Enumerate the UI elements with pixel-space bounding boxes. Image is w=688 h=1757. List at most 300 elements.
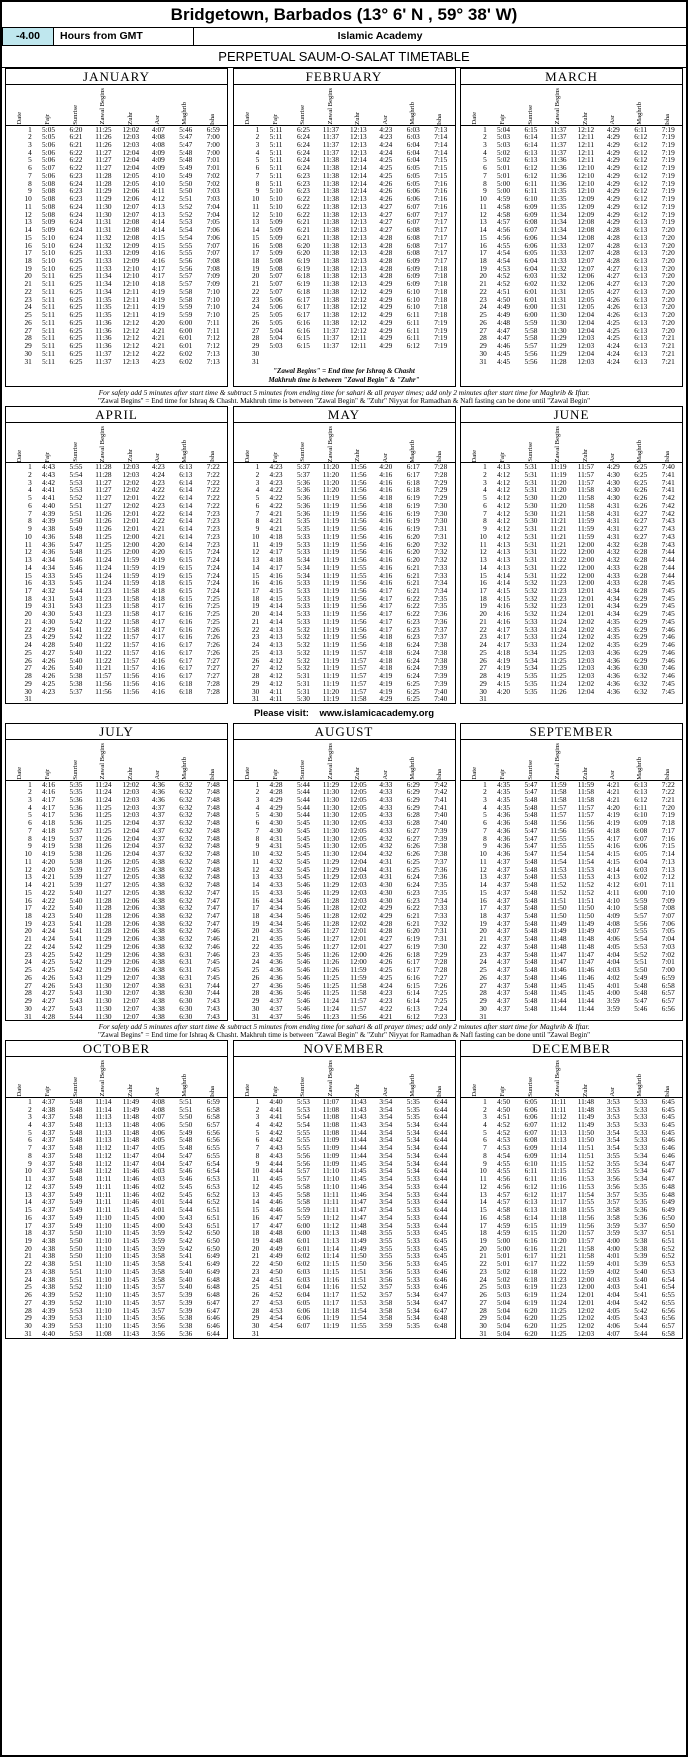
cell-date: 2 (483, 1104, 487, 1114)
gmt-row (2, 28, 686, 45)
cell-sunrise: 5:38 (69, 841, 83, 851)
cell-sunrise: 6:06 (524, 1104, 538, 1114)
cell-maghrib: 5:36 (634, 1212, 648, 1222)
cell-zuhr: 11:57 (350, 678, 367, 688)
cell-asr: 4:10 (151, 178, 165, 188)
cell-fajr: 5:05 (269, 317, 283, 327)
cell-sunrise: 5:48 (69, 1127, 83, 1137)
cell-maghrib: 6:13 (634, 255, 648, 265)
cell-date: 21 (251, 1251, 260, 1261)
cell-sunrise: 5:36 (69, 802, 83, 812)
cell-isha: 6:44 (434, 1174, 448, 1184)
table-row (234, 1136, 455, 1144)
cell-fajr: 4:36 (269, 965, 283, 975)
cell-isha: 6:50 (661, 1212, 675, 1222)
cell-isha: 6:48 (206, 1274, 220, 1284)
cell-isha: 6:45 (661, 1096, 675, 1106)
cell-isha: 7:19 (661, 163, 675, 173)
cell-date: 7 (255, 825, 260, 835)
table-row (6, 1237, 227, 1245)
cell-zuhr: 12:07 (577, 255, 595, 265)
table-row (461, 180, 682, 188)
cell-zuhr: 11:49 (577, 1120, 595, 1129)
cell-zuhr: 11:56 (350, 508, 367, 518)
cell-isha: 6:48 (661, 1189, 675, 1199)
cell-maghrib: 5:49 (179, 170, 193, 180)
cell-asr: 4:16 (151, 655, 165, 665)
cell-zuhr: 12:03 (350, 887, 367, 897)
cell-asr: 4:29 (379, 310, 393, 320)
cell-zuhr: 12:14 (350, 178, 367, 188)
cell-sunrise: 6:11 (524, 178, 538, 188)
cell-zawal-begins: 11:25 (95, 825, 112, 835)
cell-zuhr: 12:03 (122, 810, 140, 820)
cell-zuhr: 11:59 (577, 1266, 595, 1276)
cell-zuhr: 12:14 (350, 155, 367, 165)
cell-zuhr: 11:48 (122, 1120, 140, 1129)
column-header-isha (427, 1057, 455, 1097)
cell-zawal-begins: 11:23 (95, 593, 112, 603)
cell-sunrise: 6:24 (69, 209, 83, 219)
cell-asr: 4:16 (379, 485, 393, 495)
cell-date: 17 (24, 903, 32, 913)
cell-date: 25 (251, 310, 260, 320)
cell-asr: 4:11 (606, 887, 620, 897)
cell-zuhr: 12:05 (350, 802, 367, 812)
cell-fajr: 4:16 (497, 609, 510, 619)
cell-zawal-begins: 11:10 (95, 1243, 112, 1253)
cell-zuhr: 11:47 (350, 1205, 367, 1215)
cell-zuhr: 12:03 (577, 671, 595, 681)
cell-asr: 4:19 (151, 555, 165, 565)
column-header-zawal-begins (317, 1057, 344, 1097)
table-row (234, 649, 455, 657)
table-row (461, 610, 682, 618)
table-row (234, 842, 455, 850)
cell-sunrise: 5:57 (296, 1166, 310, 1176)
cell-zawal-begins: 11:18 (550, 1212, 567, 1222)
cell-zawal-begins: 11:14 (322, 1251, 340, 1261)
cell-asr: 4:14 (606, 864, 620, 874)
cell-date: 20 (251, 1243, 260, 1253)
cell-date: 23 (251, 1266, 260, 1276)
cell-isha: 6:57 (206, 1120, 220, 1129)
cell-zawal-begins: 11:50 (550, 911, 567, 921)
cell-maghrib: 6:17 (406, 957, 420, 967)
cell-maghrib: 6:09 (406, 279, 420, 289)
cell-maghrib: 6:13 (179, 470, 193, 479)
cell-isha: 6:44 (434, 1212, 448, 1222)
cell-maghrib: 6:20 (406, 926, 420, 936)
cell-asr: 4:18 (379, 663, 393, 673)
cell-sunrise: 5:42 (69, 949, 83, 959)
cell-date: 12 (251, 209, 260, 219)
cell-isha: 7:25 (206, 616, 220, 626)
cell-isha: 7:06 (206, 225, 220, 235)
cell-date: 20 (24, 609, 32, 619)
cell-zawal-begins: 11:38 (322, 186, 340, 196)
cell-asr: 4:23 (151, 462, 165, 472)
table-row (461, 265, 682, 273)
cell-date: 26 (24, 655, 32, 665)
cell-maghrib: 6:31 (179, 980, 193, 990)
column-header-label: Sunrise (71, 442, 79, 463)
cell-maghrib: 5:45 (179, 1181, 193, 1191)
column-header-label: Isha (663, 113, 671, 125)
cell-asr: 4:29 (379, 911, 393, 921)
table-row (234, 1245, 455, 1253)
cell-zuhr: 11:54 (350, 1305, 367, 1315)
cell-zawal-begins: 11:29 (95, 949, 112, 959)
cell-zuhr: 11:58 (122, 601, 140, 611)
column-header-isha (427, 740, 455, 780)
column-header-maghrib (400, 740, 427, 780)
table-row (234, 1283, 455, 1291)
cell-fajr: 4:37 (42, 1220, 55, 1230)
cell-isha: 7:48 (206, 779, 220, 789)
cell-fajr: 4:59 (497, 1228, 510, 1238)
cell-maghrib: 6:29 (634, 616, 648, 626)
cell-isha: 7:48 (206, 795, 220, 804)
cell-fajr: 4:37 (42, 1205, 55, 1215)
cell-isha: 7:44 (661, 555, 675, 565)
cell-zawal-begins: 11:30 (95, 1003, 112, 1013)
cell-zawal-begins: 11:20 (322, 485, 340, 495)
cell-date: 11 (24, 1174, 32, 1184)
column-header-label: Maghrib (181, 439, 189, 463)
cell-maghrib: 5:36 (634, 1205, 648, 1215)
cell-zawal-begins: 11:09 (322, 1150, 340, 1160)
cell-sunrise: 6:16 (296, 317, 310, 327)
table-row (6, 350, 227, 358)
cell-sunrise: 6:24 (69, 225, 83, 235)
cell-isha: 7:39 (434, 678, 448, 688)
cell-fajr: 4:13 (497, 555, 510, 565)
cell-fajr: 5:08 (42, 178, 55, 188)
table-row (234, 486, 455, 494)
cell-isha: 7:39 (434, 671, 448, 681)
column-header-label: Zuhr (126, 766, 134, 780)
cell-zawal-begins: 11:23 (95, 586, 112, 596)
cell-fajr: 4:37 (42, 1174, 55, 1184)
cell-sunrise: 5:48 (524, 996, 538, 1006)
table-row (234, 272, 455, 280)
cell-zuhr: 11:45 (122, 1290, 140, 1300)
cell-asr: 4:26 (379, 957, 393, 967)
cell-date: 24 (24, 957, 32, 967)
cell-maghrib: 6:20 (406, 539, 420, 549)
cell-zuhr: 12:03 (350, 895, 367, 905)
cell-zuhr: 12:05 (577, 302, 595, 312)
cell-isha: 7:34 (434, 578, 448, 588)
cell-zuhr: 11:58 (577, 795, 595, 804)
cell-isha: 7:37 (434, 632, 448, 642)
cell-sunrise: 6:15 (524, 1220, 538, 1230)
cell-fajr: 4:38 (42, 1104, 55, 1114)
cell-asr: 4:38 (151, 988, 165, 998)
cell-sunrise: 5:46 (296, 880, 310, 890)
cell-asr: 3:55 (379, 1251, 393, 1261)
cell-zawal-begins: 11:45 (550, 988, 567, 998)
cell-isha: 7:18 (434, 310, 448, 320)
cell-zuhr: 11:45 (122, 1266, 140, 1276)
cell-fajr: 4:56 (497, 1174, 510, 1184)
cell-sunrise: 5:32 (296, 655, 310, 665)
cell-zawal-begins: 11:26 (95, 132, 112, 142)
cell-zuhr: 11:58 (122, 586, 140, 596)
cell-date: 14 (479, 1197, 487, 1207)
cell-zawal-begins: 11:25 (550, 1328, 567, 1338)
cell-asr: 4:28 (379, 232, 393, 242)
month-name: SEPTEMBER (461, 724, 682, 740)
cell-zawal-begins: 11:20 (322, 686, 340, 696)
table-row (234, 657, 455, 665)
column-header-date (461, 740, 490, 780)
cell-zuhr: 12:02 (577, 1313, 595, 1323)
table-row (461, 1291, 682, 1299)
table-row (461, 1214, 682, 1222)
cell-maghrib: 6:27 (634, 508, 648, 518)
cell-isha: 7:48 (206, 787, 220, 797)
cell-sunrise: 5:55 (296, 1143, 310, 1153)
table-row (234, 172, 455, 180)
cell-maghrib: 6:17 (179, 647, 193, 657)
cell-asr: 4:19 (379, 678, 393, 688)
cell-zuhr: 12:08 (122, 232, 140, 242)
cell-asr: 4:37 (151, 818, 165, 828)
cell-isha (427, 358, 455, 366)
cell-maghrib: 6:32 (179, 911, 193, 921)
cell-zawal-begins: 11:37 (95, 356, 112, 366)
cell-sunrise: 6:25 (69, 279, 83, 289)
cell-asr: 4:25 (606, 333, 620, 343)
cell-isha: 6:44 (434, 1166, 448, 1176)
cell-sunrise: 5:40 (69, 887, 83, 897)
column-header-label: Date (16, 1084, 24, 1097)
cell-date: 12 (479, 547, 487, 557)
cell-zuhr: 11:46 (577, 965, 595, 975)
cell-fajr: 5:05 (269, 310, 283, 320)
cell-maghrib: 6:29 (634, 593, 648, 603)
cell-maghrib: 5:33 (406, 1212, 420, 1222)
cell-zawal-begins: 11:58 (550, 795, 567, 804)
cell-date: 8 (483, 833, 487, 843)
cell-sunrise: 5:37 (296, 462, 310, 472)
cell-asr: 4:29 (379, 903, 393, 913)
cell-date: 25 (251, 965, 260, 975)
cell-date: 16 (251, 240, 260, 250)
cell-zuhr: 11:56 (350, 578, 367, 588)
cell-isha: 6:49 (206, 1259, 220, 1269)
cell-zawal-begins: 11:52 (550, 880, 567, 890)
cell-zuhr: 12:13 (350, 209, 367, 219)
cell-zuhr: 12:03 (577, 647, 595, 657)
table-row (6, 842, 227, 850)
cell-date: 31 (479, 1011, 487, 1021)
cell-isha: 7:32 (434, 539, 448, 549)
table-row (234, 796, 455, 804)
cell-zawal-begins: 11:23 (550, 1282, 567, 1292)
cell-sunrise: 5:31 (524, 570, 538, 580)
table-row (6, 548, 227, 556)
cell-isha: 7:45 (661, 601, 675, 611)
column-header-label: Zuhr (126, 111, 134, 125)
cell-maghrib: 6:25 (406, 856, 420, 866)
cell-asr: 4:28 (606, 232, 620, 242)
cell-asr: 3:54 (379, 1135, 393, 1145)
cell-date: 8 (255, 1150, 260, 1160)
cell-date: 13 (479, 1189, 487, 1199)
cell-zawal-begins: 11:29 (322, 887, 340, 897)
cell-date: 14 (251, 1197, 260, 1207)
cell-isha: 7:19 (434, 341, 448, 351)
column-header-isha (655, 85, 683, 125)
cell-fajr: 4:23 (269, 462, 283, 472)
column-header-label: Zuhr (126, 449, 134, 463)
cell-zawal-begins: 11:34 (550, 232, 567, 242)
cell-zawal-begins (545, 695, 572, 703)
cell-date: 28 (24, 671, 32, 681)
cell-isha: 7:10 (661, 887, 675, 897)
cell-date: 6 (28, 500, 32, 510)
cell-fajr: 5:01 (497, 170, 510, 180)
cell-zawal-begins: 11:56 (550, 818, 567, 828)
cell-asr: 4:16 (379, 570, 393, 580)
cell-isha: 6:47 (434, 1305, 448, 1315)
cell-maghrib: 5:52 (179, 201, 193, 211)
cell-zuhr: 12:13 (350, 225, 367, 235)
cell-zuhr: 12:04 (577, 348, 595, 358)
cell-zawal-begins: 11:16 (550, 1174, 567, 1184)
cell-isha: 7:30 (434, 508, 448, 518)
cell-maghrib: 6:31 (179, 972, 193, 982)
cell-fajr: 4:38 (42, 1266, 55, 1276)
table-row (461, 1237, 682, 1245)
cell-date: 10 (24, 1166, 32, 1176)
cell-zuhr: 11:56 (350, 547, 367, 557)
cell-sunrise: 5:43 (69, 972, 83, 982)
cell-fajr: 4:33 (269, 887, 283, 897)
cell-isha: 7:22 (661, 779, 675, 789)
cell-isha: 7:41 (661, 477, 675, 487)
column-header-label: Zawal Begins (326, 425, 334, 463)
cell-zuhr: 11:49 (577, 926, 595, 936)
cell-fajr: 4:29 (42, 624, 55, 634)
cell-asr: 4:29 (606, 170, 620, 180)
cell-zawal-begins: 11:08 (322, 1127, 340, 1137)
cell-zuhr: 12:02 (350, 918, 367, 928)
column-header-label: Isha (208, 113, 216, 125)
cell-date: 19 (479, 918, 487, 928)
cell-sunrise: 6:22 (296, 209, 310, 219)
website-url[interactable]: www.islamicacademy.org (319, 708, 435, 720)
table-row (234, 533, 455, 541)
cell-zuhr: 12:04 (577, 686, 595, 696)
cell-fajr: 4:37 (497, 957, 510, 967)
table-row (6, 618, 227, 626)
cell-isha: 7:00 (661, 965, 675, 975)
cell-isha: 7:38 (434, 640, 448, 650)
cell-maghrib: 6:02 (179, 356, 193, 366)
table-row (6, 541, 227, 549)
cell-zuhr: 12:13 (350, 255, 367, 265)
cell-isha: 7:03 (206, 186, 220, 196)
cell-maghrib: 6:11 (406, 325, 420, 335)
cell-zuhr: 12:00 (577, 1282, 595, 1292)
cell-date: 29 (251, 1313, 260, 1323)
cell-asr: 3:57 (379, 1282, 393, 1292)
cell-maghrib: 5:34 (406, 1297, 420, 1307)
cell-asr: 4:28 (606, 240, 620, 250)
cell-sunrise: 5:46 (296, 949, 310, 959)
cell-date: 15 (251, 1205, 260, 1215)
column-header-fajr (35, 423, 62, 463)
month-name: OCTOBER (6, 1041, 227, 1057)
cell-fajr: 4:38 (42, 1236, 55, 1246)
table-row (461, 1276, 682, 1284)
cell-isha: 7:45 (661, 593, 675, 603)
cell-date: 10 (479, 1166, 487, 1176)
cell-date: 27 (24, 980, 32, 990)
cell-zuhr: 11:56 (350, 485, 367, 495)
cell-sunrise: 5:53 (296, 1096, 310, 1106)
cell-fajr: 5:00 (497, 1243, 510, 1253)
cell-fajr: 4:12 (269, 655, 283, 665)
cell-asr: 4:05 (606, 941, 620, 951)
cell-maghrib: 6:04 (634, 856, 648, 866)
table-row (234, 226, 455, 234)
cell-zuhr: 11:59 (577, 1259, 595, 1269)
cell-isha: 6:54 (206, 1158, 220, 1168)
cell-zawal-begins: 11:30 (322, 810, 340, 820)
cell-isha (200, 695, 228, 703)
cell-maghrib: 6:06 (406, 186, 420, 196)
cell-zawal-begins: 11:29 (95, 186, 112, 196)
cell-asr: 4:21 (606, 795, 620, 804)
column-header-isha (655, 740, 683, 780)
cell-asr: 4:27 (379, 934, 393, 944)
cell-zawal-begins: 11:28 (322, 895, 340, 905)
cell-maghrib (627, 695, 654, 703)
cell-date: 22 (251, 624, 260, 634)
cell-asr: 4:28 (606, 248, 620, 258)
cell-fajr: 4:31 (42, 601, 55, 611)
table-header-row (6, 1057, 227, 1097)
cell-maghrib: 5:48 (179, 147, 193, 157)
cell-maghrib: 6:30 (634, 663, 648, 673)
table-row (6, 272, 227, 280)
table-row (6, 510, 227, 518)
cell-fajr: 4:33 (42, 570, 55, 580)
table-row (6, 218, 227, 226)
table-row (461, 1222, 682, 1230)
cell-isha: 7:14 (661, 849, 675, 859)
cell-sunrise: 6:12 (524, 1181, 538, 1191)
cell-zuhr: 12:09 (122, 248, 140, 258)
cell-isha: 7:19 (661, 170, 675, 180)
cell-sunrise: 6:06 (524, 1112, 538, 1122)
cell-date: 18 (24, 593, 32, 603)
cell-zuhr: 11:52 (577, 880, 595, 890)
cell-date: 21 (479, 1251, 487, 1261)
cell-zawal-begins: 11:29 (550, 341, 567, 351)
cell-asr: 4:38 (151, 996, 165, 1006)
table-row (234, 811, 455, 819)
cell-isha (655, 695, 683, 703)
cell-zawal-begins: 11:19 (322, 516, 340, 526)
table-row (461, 1167, 682, 1175)
cell-zawal-begins: 11:38 (322, 302, 340, 312)
